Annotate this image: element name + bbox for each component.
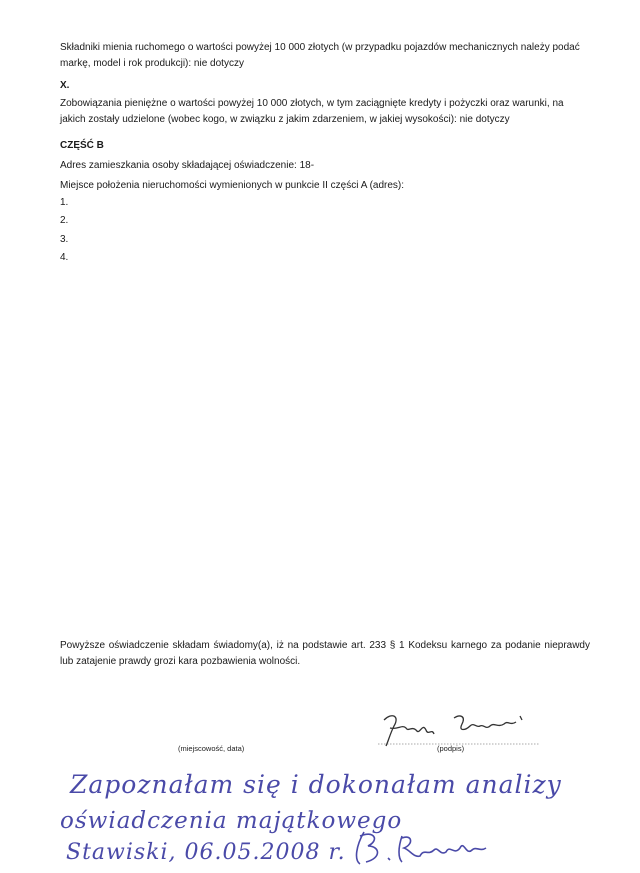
place-date-label: (miejscowość, data) — [178, 744, 245, 753]
handwritten-note-line: Stawiski, 06.05.2008 r. — [66, 840, 346, 865]
list-item: 3. — [60, 234, 69, 245]
list-item: 2. — [60, 215, 69, 226]
list-item: 1. — [60, 197, 69, 208]
property-location-line: Miejsce położenia nieruchomości wymienionych w punkcie II części A (adres): — [60, 180, 405, 191]
section-x-paragraph: Zobowiązania pieniężne o wartości powyżej 10 000 złotych, w tym zaciągnięte kredyty i pożyczki oraz warunki, na jakich zostały udzielone (wobec kogo, w związku z jakim zdarzeniem, w jakiej wysokości): nie dotyczy — [60, 98, 564, 125]
declaration-paragraph: Powyższe oświadczenie składam świadomy(a), iż na podstawie art. 233 § 1 Kodeksu karnego za podanie nieprawdy lub zatajenie prawdy grozi kara pozbawienia wolności. — [60, 640, 590, 667]
part-b-heading: CZĘŚĆ B — [60, 140, 104, 151]
signature-label: (podpis) — [437, 744, 465, 753]
handwritten-signature — [350, 826, 500, 870]
handwritten-note-line: Zapoznałam się i dokonałam analizy — [70, 770, 562, 799]
movable-assets-paragraph: Składniki mienia ruchomego o wartości powyżej 10 000 złotych (w przypadku pojazdów mechanicznych należy podać markę, model i rok produkcji): nie dotyczy — [60, 42, 580, 69]
section-x-heading: X. — [60, 80, 70, 91]
handwritten-note-line: oświadczenia majątkowego — [60, 808, 403, 834]
list-item: 4. — [60, 252, 69, 263]
address-line: Adres zamieszkania osoby składającej oświadczenie: 18- — [60, 160, 315, 171]
